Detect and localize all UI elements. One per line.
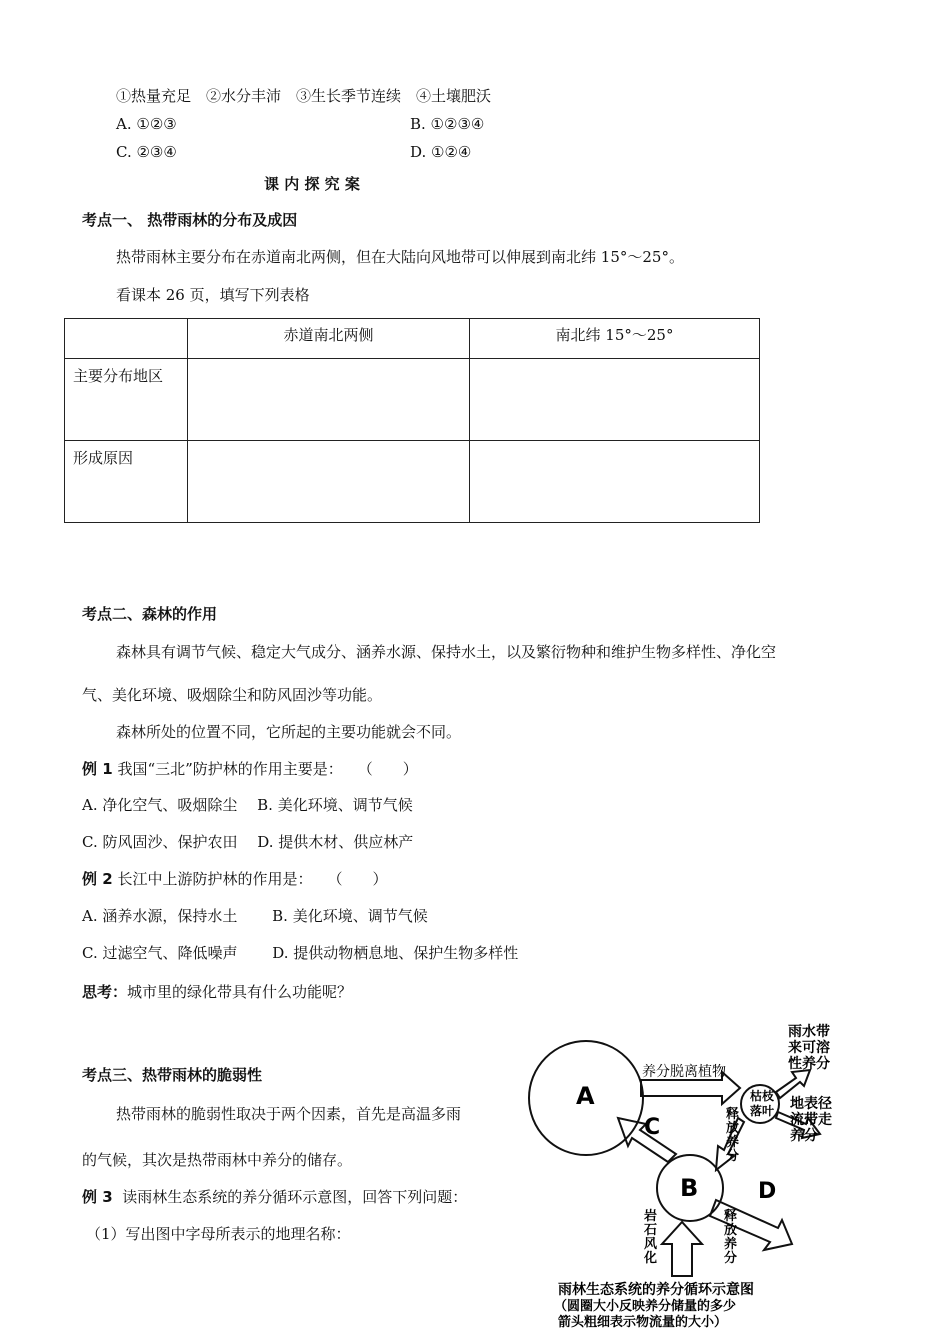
question-1: （1）写出图中字母所表示的地理名称： [86,1225,351,1243]
label-runoff-3: 养分 [790,1128,818,1144]
label-arrow-top: 养分脱离植物 [642,1064,726,1080]
example-1-label: 例 1 [82,760,113,778]
label-litter-2: 落叶 [750,1104,775,1118]
letter-b: B [680,1174,699,1202]
options-line: ①热量充足 ②水分丰沛 ③生长季节连续 ④土壤肥沃 [116,87,492,105]
k1-instruction: 看课本 26 页，填写下列表格 [116,286,310,304]
table-row-label-distribution: 主要分布地区 [65,359,188,441]
example-2-options-cd: C. 过滤空气、降低噪声 D. 提供动物栖息地、保护生物多样性 [82,944,519,962]
example-2 [82,869,387,889]
k2-title: 考点二、森林的作用 [82,605,218,623]
think-text: 城市里的绿化带具有什么功能呢？ [127,983,353,1001]
label-release2-3: 养 [724,1237,738,1252]
k2-paragraph-line1: 森林具有调节气候、稳定大气成分、涵养水源、保持水土，以及繁衍物种和维护生物多样性、净化空 [116,643,777,661]
letter-a: A [576,1082,595,1110]
label-release2-2: 放 [724,1223,738,1238]
letter-d: D [758,1179,777,1204]
nutrient-cycle-diagram [520,1022,860,1334]
k3-title: 考点三、热带雨林的脆弱性 [82,1066,263,1084]
label-rain-2: 来可溶 [788,1040,830,1056]
choice-b: B. ①②③④ [410,115,485,133]
table-row-label-cause: 形成原因 [65,441,188,523]
label-release2-4: 分 [724,1251,738,1266]
caption-line1: 雨林生态系统的养分循环示意图 [558,1282,754,1298]
think-label: 思考： [82,983,128,1001]
label-release1-3: 养 [726,1135,740,1150]
arrow-rain [776,1070,810,1098]
k1-paragraph: 热带雨林主要分布在赤道南北两侧，但在大陆向风地带可以伸展到南北纬 15°～25°。 [116,248,684,266]
k2-paragraph2: 森林所处的位置不同，它所起的主要功能就会不同。 [116,723,462,741]
example-2-options-ab: A. 涵养水源，保持水土 B. 美化环境、调节气候 [82,907,428,925]
label-release1-1: 释 [726,1107,740,1122]
caption-line2: （圆圈大小反映养分储量的多少 [554,1299,737,1314]
arrow-rock [662,1222,702,1276]
label-rain-1: 雨水带 [788,1024,830,1040]
label-runoff-1: 地表径 [790,1096,832,1112]
table-corner [65,319,188,359]
label-runoff-2: 流带走 [790,1112,832,1128]
label-release1-2: 放 [726,1121,740,1136]
choice-a: A. ①②③ [116,115,177,133]
think-question [82,982,352,1002]
fill-in-table [64,318,760,523]
caption-line3: 箭头粗细表示物流量的大小） [558,1315,728,1330]
label-litter-1: 枯枝 [750,1089,775,1103]
table-cell-input[interactable] [470,441,760,523]
example-1 [82,759,418,779]
k3-paragraph-line1: 热带雨林的脆弱性取决于两个因素，首先是高温多雨 [116,1105,462,1123]
table-cell-input[interactable] [470,359,760,441]
example-1-options-ab: A. 净化空气、吸烟除尘 B. 美化环境、调节气候 [82,796,413,814]
table-header-latitude: 南北纬 15°～25° [470,319,760,359]
label-rain-3: 性养分 [788,1056,830,1072]
label-release1-4: 分 [726,1149,740,1164]
example-2-label: 例 2 [82,870,113,888]
table-header-equator: 赤道南北两侧 [188,319,470,359]
choice-d: D. ①②④ [410,143,472,161]
example-1-options-cd: C. 防风固沙、保护农田 D. 提供木材、供应林产 [82,833,414,851]
example-3-text: 读雨林生态系统的养分循环示意图，回答下列问题： [122,1188,468,1206]
table-cell-input[interactable] [188,441,470,523]
section-title: 课 内 探 究 案 [264,175,360,193]
k2-paragraph-line2: 气、美化环境、吸烟除尘和防风固沙等功能。 [82,686,383,704]
arrow-d [710,1200,792,1250]
example-2-question: 长江中上游防护林的作用是： （ ） [117,870,388,888]
label-rock-2: 石 [644,1223,658,1238]
choice-c: C. ②③④ [116,143,177,161]
label-rock-3: 风 [644,1237,658,1252]
example-3 [82,1187,467,1207]
letter-c: C [644,1115,661,1140]
label-rock-1: 岩 [644,1209,658,1224]
label-release2-1: 释 [724,1209,738,1224]
example-3-label: 例 3 [82,1188,113,1206]
table-cell-input[interactable] [188,359,470,441]
k3-paragraph-line2: 的气候，其次是热带雨林中养分的储存。 [82,1151,353,1169]
k1-title: 考点一、 热带雨林的分布及成因 [82,211,298,229]
label-rock-4: 化 [644,1251,658,1266]
example-1-question: 我国“三北”防护林的作用主要是： （ ） [117,760,418,778]
